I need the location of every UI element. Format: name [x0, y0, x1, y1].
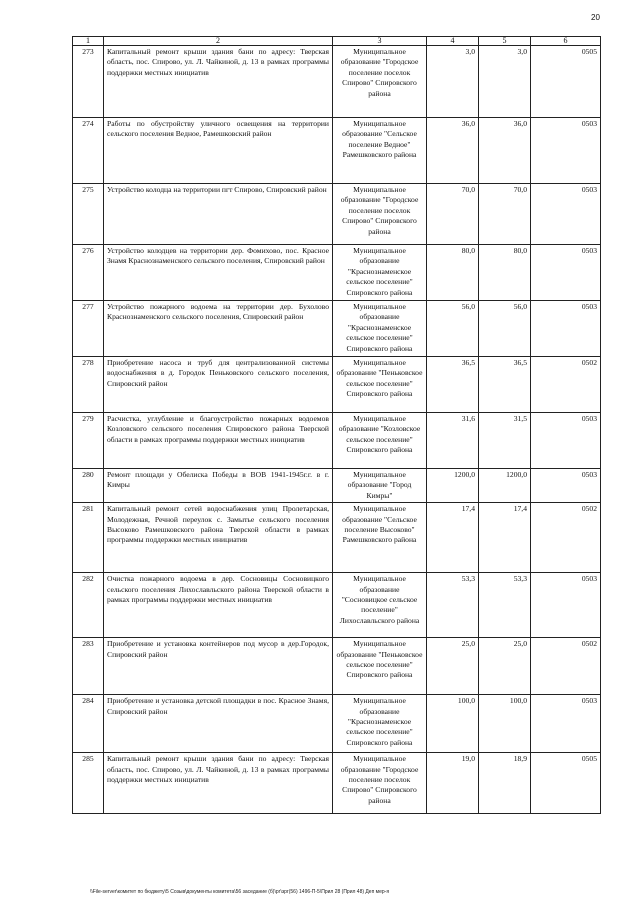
row-amount-approved: 100,0 — [479, 695, 531, 753]
row-amount-approved: 36,5 — [479, 357, 531, 413]
row-budget-code: 0503 — [531, 245, 601, 301]
row-budget-code: 0503 — [531, 695, 601, 753]
table-row — [73, 638, 601, 695]
row-budget-code: 0502 — [531, 357, 601, 413]
row-budget-code: 0505 — [531, 46, 601, 118]
row-amount-approved: 25,0 — [479, 638, 531, 695]
row-amount-plan: 25,0 — [427, 638, 479, 695]
row-amount-plan: 53,3 — [427, 573, 479, 638]
table-row — [73, 503, 601, 573]
row-description: Капитальный ремонт крыши здания бани по адресу: Тверская область, пос. Спирово, ул. Л. Чайкиной, д. 13 в рамках программы поддержки местных инициатив — [104, 753, 333, 814]
row-recipient: Муниципальное образование "Сельское поселение Ведное" Рамешковского района — [333, 118, 427, 184]
row-description: Приобретение и установка детской площадки в пос. Красное Знамя, Спировский район — [104, 695, 333, 753]
row-number: 277 — [73, 301, 104, 357]
column-number: 1 — [73, 37, 104, 46]
table-row — [73, 753, 601, 814]
row-number: 282 — [73, 573, 104, 638]
row-recipient: Муниципальное образование "Городское поселение поселок Спирово" Спировского района — [333, 46, 427, 118]
table-row — [73, 245, 601, 301]
row-budget-code: 0503 — [531, 118, 601, 184]
table-row — [73, 46, 601, 118]
row-recipient: Муниципальное образование "Краснознаменское сельское поселение" Спировского района — [333, 301, 427, 357]
row-amount-approved: 3,0 — [479, 46, 531, 118]
table-row — [73, 357, 601, 413]
row-recipient: Муниципальное образование "Козловское сельское поселение" Спировского района — [333, 413, 427, 469]
table-row — [73, 301, 601, 357]
row-amount-plan: 19,0 — [427, 753, 479, 814]
table-row — [73, 118, 601, 184]
column-number: 3 — [333, 37, 427, 46]
row-recipient: Муниципальное образование "Сосновицкое сельское поселение" Лихославльского района — [333, 573, 427, 638]
row-description: Устройство колодца на территории пгт Спирово, Спировский район — [104, 184, 333, 245]
row-number: 281 — [73, 503, 104, 573]
row-recipient: Муниципальное образование "Пеньковское сельское поселение" Спировского района — [333, 357, 427, 413]
row-budget-code: 0503 — [531, 413, 601, 469]
row-amount-plan: 17,4 — [427, 503, 479, 573]
column-number: 2 — [104, 37, 333, 46]
row-description: Расчистка, углубление и благоустройство пожарных водоемов Козловского сельского поселения Спировского района Тверской области в рамках программы поддержки местных инициатив — [104, 413, 333, 469]
row-budget-code: 0503 — [531, 469, 601, 503]
row-budget-code: 0503 — [531, 573, 601, 638]
row-amount-plan: 70,0 — [427, 184, 479, 245]
row-amount-approved: 17,4 — [479, 503, 531, 573]
row-budget-code: 0503 — [531, 301, 601, 357]
row-recipient: Муниципальное образование "Городское поселение поселок Спирово" Спировского района — [333, 753, 427, 814]
row-recipient: Муниципальное образование "Город Кимры" — [333, 469, 427, 503]
table-body — [73, 46, 601, 814]
row-number: 273 — [73, 46, 104, 118]
row-description: Ремонт площади у Обелиска Победы в ВОВ 1941-1945г.г. в г. Кимры — [104, 469, 333, 503]
row-number: 274 — [73, 118, 104, 184]
row-recipient: Муниципальное образование "Городское поселение поселок Спирово" Спировского района — [333, 184, 427, 245]
row-recipient: Муниципальное образование "Сельское поселение Высоково" Рамешковского района — [333, 503, 427, 573]
row-budget-code: 0503 — [531, 184, 601, 245]
row-description: Работы по обустройству уличного освещения на территории сельского поселения Ведное, Рамешковский район — [104, 118, 333, 184]
row-budget-code: 0502 — [531, 503, 601, 573]
row-number: 276 — [73, 245, 104, 301]
row-amount-plan: 36,5 — [427, 357, 479, 413]
row-amount-plan: 3,0 — [427, 46, 479, 118]
row-recipient: Муниципальное образование "Краснознаменское сельское поселение" Спировского района — [333, 695, 427, 753]
row-amount-approved: 18,9 — [479, 753, 531, 814]
table-row — [73, 184, 601, 245]
row-description: Устройство колодцев на территории дер. Фомихово, пос. Красное Знамя Краснознаменского сельского поселения, Спировский район — [104, 245, 333, 301]
row-budget-code: 0502 — [531, 638, 601, 695]
row-number: 279 — [73, 413, 104, 469]
row-amount-approved: 53,3 — [479, 573, 531, 638]
row-amount-plan: 100,0 — [427, 695, 479, 753]
table-row — [73, 573, 601, 638]
row-amount-approved: 70,0 — [479, 184, 531, 245]
row-number: 284 — [73, 695, 104, 753]
row-number: 285 — [73, 753, 104, 814]
row-amount-approved: 31,5 — [479, 413, 531, 469]
row-description: Устройство пожарного водоема на территории дер. Бухолово Краснознаменского сельского поселения, Спировский район — [104, 301, 333, 357]
appropriations-table — [72, 36, 601, 814]
row-description: Капитальный ремонт сетей водоснабжения улиц Пролетарская, Молодежная, Речной переулок с. Замытье сельского поселения Высоково Рамешковского района Тверской области в рамках программы поддержки местных инициатив — [104, 503, 333, 573]
row-description: Капитальный ремонт крыши здания бани по адресу: Тверская область, пос. Спирово, ул. Л. Чайкиной, д. 13 в рамках программы поддержки местных инициатив — [104, 46, 333, 118]
row-amount-plan: 36,0 — [427, 118, 479, 184]
row-amount-plan: 80,0 — [427, 245, 479, 301]
row-number: 283 — [73, 638, 104, 695]
column-number: 6 — [531, 37, 601, 46]
table-row — [73, 695, 601, 753]
row-amount-plan: 1200,0 — [427, 469, 479, 503]
row-amount-approved: 56,0 — [479, 301, 531, 357]
row-description: Приобретение насоса и труб для централизованной системы водоснабжения в д. Городок Пеньковского сельского поселения, Спировский район — [104, 357, 333, 413]
row-recipient: Муниципальное образование "Пеньковское сельское поселение" Спировского района — [333, 638, 427, 695]
row-number: 275 — [73, 184, 104, 245]
row-number: 280 — [73, 469, 104, 503]
row-amount-plan: 31,6 — [427, 413, 479, 469]
row-amount-approved: 1200,0 — [479, 469, 531, 503]
column-number: 5 — [479, 37, 531, 46]
row-description: Приобретение и установка контейнеров под мусор в дер.Городок, Спировский район — [104, 638, 333, 695]
row-amount-plan: 56,0 — [427, 301, 479, 357]
table-row — [73, 413, 601, 469]
table-row — [73, 469, 601, 503]
column-number-row — [73, 37, 601, 46]
row-number: 278 — [73, 357, 104, 413]
column-number: 4 — [427, 37, 479, 46]
row-budget-code: 0505 — [531, 753, 601, 814]
page-number: 20 — [591, 13, 600, 22]
file-path-footer: \\File-server\комитет по бюджету\5 Созыв\документы комитета\56 заседание (б)\рг\зрг(56) 1496-П-5\Прил 28 (Прил 48) Деп мер-я — [90, 889, 390, 895]
row-amount-approved: 36,0 — [479, 118, 531, 184]
row-amount-approved: 80,0 — [479, 245, 531, 301]
row-recipient: Муниципальное образование "Краснознаменское сельское поселение" Спировского района — [333, 245, 427, 301]
row-description: Очистка пожарного водоема в дер. Сосновицы Сосновицкого сельского поселения Лихославльского района Тверской области в рамках программы поддержки местных инициатив — [104, 573, 333, 638]
